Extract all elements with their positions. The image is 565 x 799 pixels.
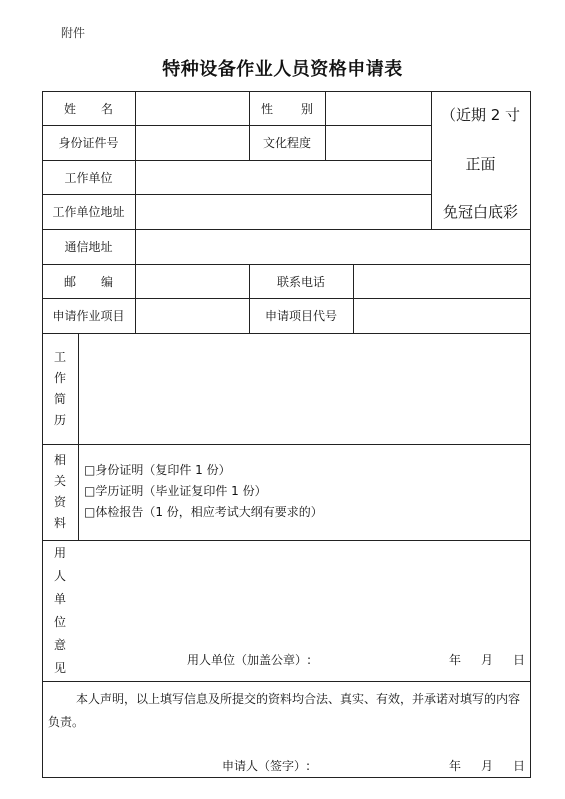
photo-instruction-line3: 免冠白底彩 [442, 203, 518, 221]
phone-label: 联系电话 [276, 274, 325, 289]
row-line [42, 333, 531, 334]
applicant-date-day: 日 [513, 759, 526, 773]
project-label: 申请作业项目 [52, 309, 125, 323]
id-label: 身份证件号 [58, 136, 119, 150]
applicant-sign-label: 申请人（签字）: [222, 759, 311, 773]
photo-instruction-line1: （近期 2 寸 [440, 106, 521, 124]
gender-label: 性 别 [261, 101, 313, 116]
declaration-text: 本人声明，以上填写信息及所提交的资料均合法、真实、有效，并承诺对填写的内容负责。 [48, 692, 521, 729]
doc-checkbox-education[interactable]: □学历证明（毕业证复印件 1 份） [84, 484, 267, 498]
doc-checkbox-medical[interactable]: □体检报告（1 份，相应考试大纲有要求的） [84, 505, 323, 519]
col-line [78, 333, 79, 541]
row-line [42, 444, 531, 445]
form-title: 特种设备作业人员资格申请表 [162, 59, 403, 80]
postcode-label: 邮 编 [64, 274, 113, 289]
docs-checklist [84, 460, 323, 523]
applicant-date-year: 年 [449, 759, 462, 773]
border-bottom [42, 777, 531, 778]
workplace-label: 工作单位 [64, 170, 113, 185]
employer-opinion-label: 用 人 单 位 意 见 [53, 545, 66, 675]
col-line [135, 91, 136, 333]
education-label: 文化程度 [262, 136, 311, 150]
mailing-address-label: 通信地址 [64, 240, 113, 254]
resume-label: 工 作 简 历 [53, 349, 66, 427]
col-line [353, 264, 354, 334]
name-label: 姓 名 [64, 101, 113, 116]
photo-instruction-line2: 正面 [465, 155, 496, 173]
employer-seal-label: 用人单位（加盖公章）: [187, 653, 312, 667]
applicant-date-month: 月 [481, 759, 494, 773]
attachment-label: 附件 [61, 26, 86, 40]
docs-label: 相 关 资 料 [53, 453, 66, 530]
workplace-address-label: 工作单位地址 [52, 205, 125, 219]
project-code-label: 申请项目代号 [264, 309, 337, 323]
row-line [42, 681, 531, 682]
border-right [530, 91, 531, 778]
employer-date-year: 年 [449, 653, 462, 667]
employer-date-month: 月 [481, 653, 494, 667]
row-line [42, 540, 531, 541]
col-line [325, 91, 326, 161]
employer-date-day: 日 [513, 653, 526, 667]
doc-checkbox-id[interactable]: □身份证明（复印件 1 份） [84, 463, 231, 477]
